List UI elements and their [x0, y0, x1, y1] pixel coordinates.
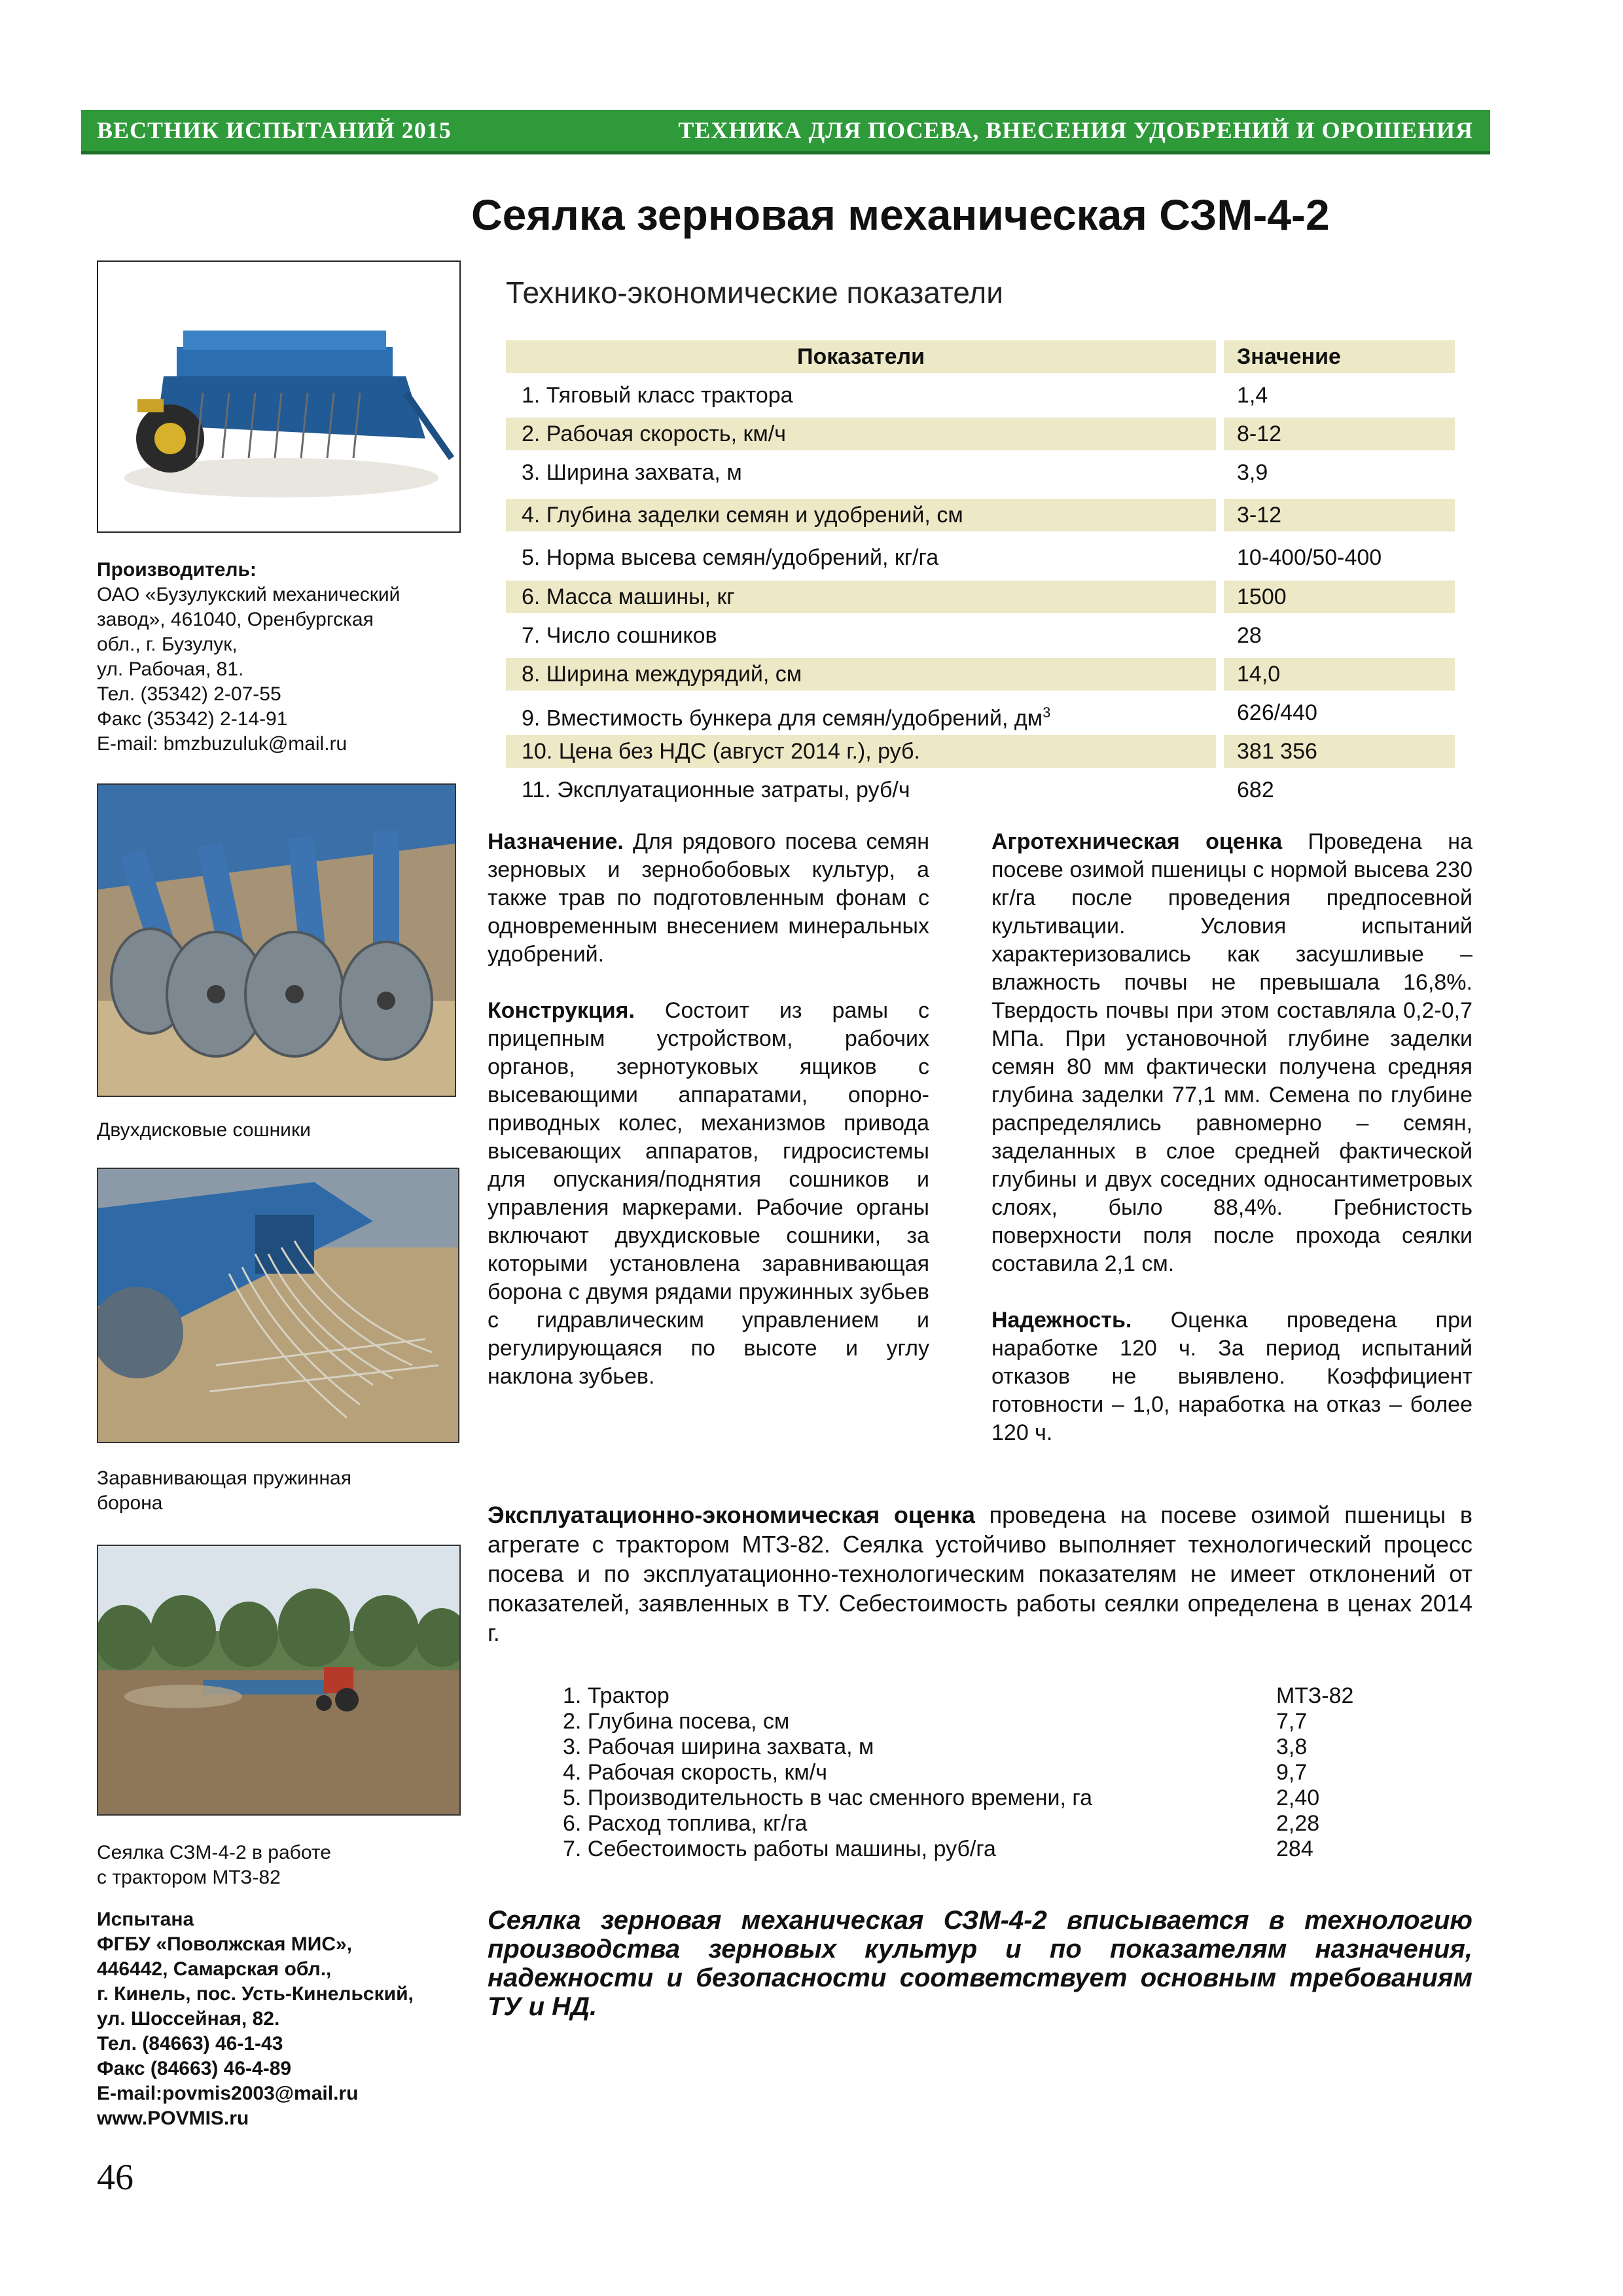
purpose-paragraph	[488, 828, 929, 969]
spec-name: 7. Число сошников	[522, 623, 717, 648]
field-photo	[97, 1545, 461, 1816]
result-value: МТЗ-82	[1276, 1683, 1354, 1708]
economic-text: проведена на посеве озимой пшеницы в агрегате с трактором МТЗ-82. Сеялка устойчиво выполняет технологический процесс посева и по эксплуатационно-технологическим показателям не имеет отклонений от показателей, заявленных в ТУ. Себестоимость работы сеялки определена в ценах 2014 г.	[488, 1501, 1472, 1646]
list-item	[563, 1785, 1414, 1811]
specs-heading: Технико-экономические показатели	[506, 276, 1003, 310]
purpose-text: Для рядового посева семян зерновых и зернобобовых культур, а также трав по подготовленным фонам с одновременным внесением минеральных удобрений.	[488, 829, 930, 967]
table-row	[506, 453, 1455, 495]
table-row	[506, 538, 1455, 577]
result-name: 4. Рабочая скорость, км/ч	[563, 1760, 827, 1785]
field-caption	[97, 1840, 331, 1890]
spec-name-superscript: 3	[1043, 704, 1051, 721]
economic-paragraph	[488, 1500, 1472, 1647]
table-row	[506, 770, 1455, 809]
table-row	[506, 616, 1455, 655]
list-item	[563, 1683, 1414, 1709]
manufacturer-line: завод», 461040, Оренбургская	[97, 609, 374, 630]
result-value: 7,7	[1276, 1709, 1308, 1734]
list-item	[563, 1760, 1414, 1785]
reliability-text: Оценка проведена при наработке 120 ч. За период испытаний отказов не выявлено. Коэффициент готовности – 1,0, наработка на отказ – более 120 ч.	[991, 1308, 1472, 1445]
field-caption-line: с трактором МТЗ-82	[97, 1867, 281, 1888]
result-value: 3,8	[1276, 1734, 1308, 1759]
spec-value: 3-12	[1224, 499, 1455, 531]
journal-title: ВЕСТНИК ИСПЫТАНИЙ 2015	[97, 117, 452, 143]
result-value: 2,40	[1276, 1785, 1320, 1810]
tester-line: 446442, Самарская обл.,	[97, 1958, 332, 1980]
manufacturer-line: Факс (35342) 2-14-91	[97, 708, 288, 730]
harrow-caption-line: Заравнивающая пружинная	[97, 1467, 351, 1489]
spec-value: 3,9	[1237, 460, 1268, 485]
spec-name: 5. Норма высева семян/удобрений, кг/га	[522, 545, 939, 570]
spec-value: 14,0	[1224, 658, 1455, 691]
result-name: 1. Трактор	[563, 1683, 669, 1708]
spec-value: 381 356	[1224, 735, 1455, 768]
spec-name: 10. Цена без НДС (август 2014 г.), руб.	[506, 735, 1216, 768]
result-value: 9,7	[1276, 1760, 1308, 1785]
agro-paragraph	[991, 828, 1472, 1278]
result-name: 5. Производительность в час сменного времени, га	[563, 1785, 1092, 1810]
harrow-caption	[97, 1466, 351, 1516]
result-name: 2. Глубина посева, см	[563, 1709, 790, 1734]
spec-name: 11. Эксплуатационные затраты, руб/ч	[522, 778, 910, 802]
table-row	[506, 414, 1455, 453]
specs-header-row	[506, 337, 1455, 376]
spec-value: 682	[1237, 778, 1274, 802]
disc-openers-photo	[97, 783, 456, 1097]
seeder-photo	[97, 260, 461, 533]
tester-line: г. Кинель, пос. Усть-Кинельский,	[97, 1983, 414, 2005]
agro-label: Агротехническая оценка	[991, 829, 1283, 854]
page-number: 46	[97, 2157, 134, 2198]
reliability-label: Надежность.	[991, 1308, 1132, 1333]
spec-name: 8. Ширина междурядий, см	[506, 658, 1216, 691]
construction-text: Состоит из рамы с прицепным устройством, рабочих органов, зернотуковых ящиков с высевающими аппаратами, опорно-приводных колес, механизмов привода высевающих аппаратов, гидросистемы для опускания/поднятия сошников и управления маркерами. Рабочие органы включают двухдисковые сошники, за которыми установлена заравнивающая борона с двумя рядами пружинных зубьев с гидравлическим управлением и регулирующаяся по высоте и углу наклона зубьев.	[488, 998, 929, 1389]
table-row	[506, 577, 1455, 616]
disc-caption: Двухдисковые сошники	[97, 1119, 311, 1141]
manufacturer-line: обл., г. Бузулук,	[97, 634, 238, 655]
spec-name: 6. Масса машины, кг	[506, 581, 1216, 613]
list-item	[563, 1837, 1414, 1862]
spec-name-cell	[506, 696, 1216, 729]
spec-value: 28	[1237, 623, 1262, 648]
conclusion: Сеялка зерновая механическая СЗМ-4-2 вписывается в технологию производства зерновых культур и по показателям назначения, надежности и безопасности соответствует основным требованиям ТУ и НД.	[488, 1906, 1472, 2021]
spec-value: 1,4	[1237, 383, 1268, 408]
spec-value: 10-400/50-400	[1237, 545, 1382, 570]
tester-email: E-mail:povmis2003@mail.ru	[97, 2083, 359, 2104]
economic-label: Эксплуатационно-экономическая оценка	[488, 1501, 975, 1528]
manufacturer-label: Производитель:	[97, 559, 257, 581]
header-bar	[81, 110, 1490, 154]
col-header-name: Показатели	[506, 340, 1216, 373]
spec-value: 1500	[1224, 581, 1455, 613]
spec-value: 8-12	[1224, 418, 1455, 450]
table-row	[506, 732, 1455, 770]
manufacturer-email: E-mail: bmzbuzuluk@mail.ru	[97, 733, 348, 755]
manufacturer-block	[97, 558, 463, 757]
spec-name: 9. Вместимость бункера для семян/удобрений, дм	[522, 706, 1043, 731]
field-caption-line: Сеялка СЗМ-4-2 в работе	[97, 1842, 331, 1863]
construction-label: Конструкция.	[488, 998, 635, 1023]
specs-table	[506, 337, 1455, 809]
tester-block	[97, 1907, 463, 2131]
agro-text: Проведена на посеве озимой пшеницы с нормой высева 230 кг/га после проведения предпосевной культивации. Условия испытаний характеризовались как засушливые – влажность почвы не превышала 16,8%. Твердость почвы при этом составляла 0,2-0,7 МПа. При установочной глубине заделки семян 80 мм фактически получена средняя глубина заделки 77,1 мм. Семена по глубине распределялись равномерно – семян, заделанных в слое средней фактической глубины и двух соседних односантиметровых слоях, было 88,4%. Гребнистость поверхности поля после прохода сеялки составила 2,1 см.	[991, 829, 1472, 1276]
section-title: ТЕХНИКА ДЛЯ ПОСЕВА, ВНЕСЕНИЯ УДОБРЕНИЙ И ОРОШЕНИЯ	[678, 117, 1473, 143]
manufacturer-line: ул. Рабочая, 81.	[97, 658, 244, 680]
tester-line: Испытана	[97, 1909, 194, 1930]
right-text-column	[991, 828, 1472, 1475]
tester-line: Факс (84663) 46-4-89	[97, 2058, 292, 2079]
tester-line: Тел. (84663) 46-1-43	[97, 2033, 283, 2054]
list-item	[563, 1709, 1414, 1734]
list-item	[563, 1734, 1414, 1760]
tester-line: ул. Шоссейная, 82.	[97, 2008, 280, 2030]
result-value: 284	[1276, 1837, 1313, 1861]
spec-name: 1. Тяговый класс трактора	[522, 383, 793, 408]
list-item	[563, 1811, 1414, 1837]
col-header-value: Значение	[1224, 340, 1455, 373]
manufacturer-line: ОАО «Бузулукский механический	[97, 584, 401, 605]
table-row	[506, 376, 1455, 414]
spec-name: 2. Рабочая скорость, км/ч	[506, 418, 1216, 450]
page-title: Сеялка зерновая механическая СЗМ-4-2	[471, 190, 1330, 239]
spec-name: 4. Глубина заделки семян и удобрений, см	[506, 499, 1216, 531]
reliability-paragraph	[991, 1306, 1472, 1447]
spec-name: 3. Ширина захвата, м	[522, 460, 742, 485]
harrow-caption-line: борона	[97, 1492, 163, 1514]
harrow-photo	[97, 1168, 459, 1443]
tester-line: ФГБУ «Поволжская МИС»,	[97, 1933, 353, 1955]
result-name: 6. Расход топлива, кг/га	[563, 1811, 808, 1836]
spec-value: 626/440	[1237, 700, 1317, 725]
table-row	[506, 693, 1455, 732]
purpose-label: Назначение.	[488, 829, 624, 854]
left-text-column	[488, 828, 929, 1419]
table-row	[506, 655, 1455, 693]
result-name: 3. Рабочая ширина захвата, м	[563, 1734, 874, 1759]
results-list	[563, 1683, 1414, 1862]
result-name: 7. Себестоимость работы машины, руб/га	[563, 1837, 996, 1861]
result-value: 2,28	[1276, 1811, 1320, 1836]
tester-website: www.POVMIS.ru	[97, 2108, 249, 2129]
manufacturer-line: Тел. (35342) 2-07-55	[97, 683, 281, 705]
table-row	[506, 495, 1455, 538]
construction-paragraph	[488, 997, 929, 1391]
